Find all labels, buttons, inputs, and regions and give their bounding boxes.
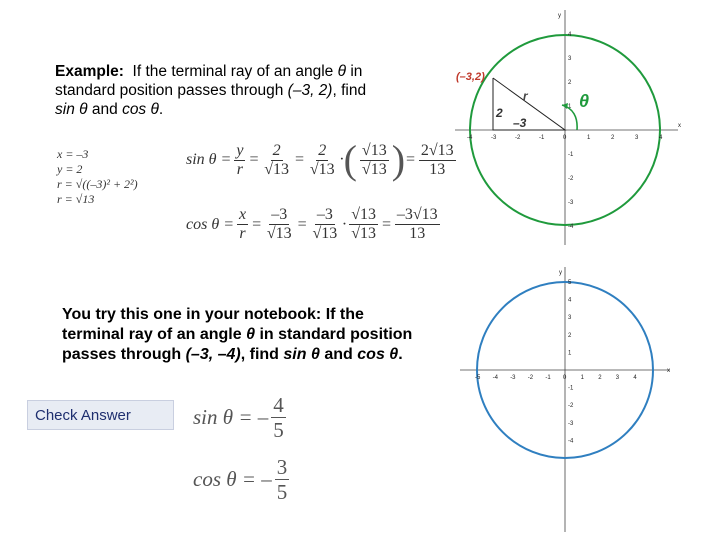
and-word: and [91, 101, 118, 118]
two-over-rt13 [262, 142, 291, 179]
graph2-y-tick: -1 [568, 385, 574, 392]
sin-lhs: sin θ = [186, 151, 232, 168]
right-paren: ) [391, 137, 406, 182]
step-x: x = –3 [57, 147, 89, 161]
frac-num: x [238, 206, 247, 223]
theta-symbol: θ [310, 346, 320, 363]
graph2-y-tick: 1 [568, 350, 572, 357]
graph2-x-tick: -1 [545, 375, 551, 381]
opposite-side-label: 2 [496, 106, 503, 120]
cos-word: cos [122, 101, 147, 118]
graph1-x-tick: 2 [611, 135, 615, 141]
graph1-point-label: (–3,2) [456, 71, 485, 83]
tryit-line3-mid: , find [240, 346, 279, 363]
answer-sin-fraction [271, 393, 286, 442]
neg3-over-rt13-b [310, 206, 339, 243]
adjacent-side-label: –3 [513, 116, 527, 130]
graph2-x-tick: 4 [633, 375, 637, 381]
frac-den: 5 [273, 418, 284, 442]
frac-den: √13 [266, 225, 292, 242]
graph1-x-tick: 3 [635, 135, 639, 141]
graph1-x-tick: 0 [563, 135, 567, 141]
frac-den: 13 [409, 225, 426, 242]
example-line1: If the terminal ray of an angle [132, 63, 334, 80]
equals-sign: = [381, 215, 392, 233]
answer-cos [193, 455, 292, 504]
tryit-unit-graph [455, 262, 685, 537]
tryit-line3: passes through [62, 346, 182, 363]
graph1-y-label: y [558, 13, 561, 19]
frac-num: y [236, 141, 244, 159]
dot-sign: · [342, 215, 347, 233]
rt13-over-rt13 [349, 206, 378, 243]
x-over-r [237, 206, 248, 243]
left-paren: ( [343, 137, 357, 182]
example-prompt [55, 62, 435, 119]
graph2-x-tick: 3 [615, 375, 620, 381]
tryit-line2-end: in standard position [259, 326, 413, 343]
example-label: Example: [55, 63, 124, 80]
work-steps [57, 147, 138, 207]
period: . [398, 346, 403, 363]
graph2-x-label: x [667, 368, 670, 374]
sin-word: sin [55, 101, 75, 118]
reference-triangle [493, 78, 565, 130]
angle-arc [562, 105, 577, 130]
theta-symbol: θ [337, 63, 347, 80]
graph1-x-tick: -2 [515, 135, 521, 141]
sin-equation [186, 137, 459, 182]
graph2-y-tick: -4 [568, 438, 574, 445]
graph1-y-tick: 2 [568, 80, 572, 86]
graph1-x-tick: -4 [467, 135, 473, 141]
graph1-y-tick: -1 [568, 152, 574, 158]
y-over-r [234, 142, 245, 179]
step-r-formula: r = √((–3)² + 2²) [57, 177, 138, 191]
equals-sign: = [251, 215, 262, 233]
period: . [158, 101, 164, 118]
frac-den: √13 [309, 160, 335, 178]
sin-word: sin [283, 346, 307, 363]
theta-angle-label: θ [579, 91, 590, 111]
graph2-x-tick: -5 [475, 375, 481, 381]
graph1-x-tick: 4 [659, 135, 663, 141]
check-answer-button[interactable]: Check Answer [27, 400, 174, 430]
graph2-tick-labels [475, 280, 637, 444]
example-line2: standard position passes through [55, 82, 284, 99]
frac-den: 13 [429, 160, 446, 178]
frac-den: √13 [351, 225, 377, 242]
neg3-over-rt13 [265, 206, 294, 243]
theta-symbol: θ [246, 326, 255, 343]
rt13-over-rt13 [360, 142, 389, 179]
frac-den: √13 [312, 225, 338, 242]
graph1-x-tick: 1 [587, 135, 591, 141]
frac-den: √13 [361, 160, 387, 178]
frac-num: √13 [351, 206, 377, 223]
and-word: and [324, 346, 353, 363]
graph2-x-tick: 0 [563, 375, 567, 381]
frac-num: 2 [318, 141, 327, 159]
frac-num: 3 [276, 455, 288, 479]
graph2-y-tick: 2 [568, 332, 572, 339]
theta-symbol: θ [389, 346, 399, 363]
graph1-y-tick: -4 [568, 224, 574, 230]
graph2-y-label: y [559, 270, 562, 276]
answer-cos-lhs: cos θ = – [193, 467, 272, 491]
graph2-y-tick: 3 [568, 315, 572, 322]
graph1-y-tick: -3 [568, 200, 574, 206]
graph1-x-tick: -1 [539, 135, 545, 141]
frac-num: 2 [272, 141, 281, 159]
frac-den: √13 [264, 160, 290, 178]
frac-den: 5 [276, 480, 288, 504]
frac-num: –3√13 [396, 206, 438, 223]
answer-cos-fraction [275, 455, 290, 504]
frac-num: √13 [361, 141, 387, 159]
graph1-y-tick: 3 [568, 56, 572, 62]
tryit-point: (–3, –4) [185, 346, 241, 363]
equals-sign: = [296, 215, 308, 233]
frac-num: 2√13 [420, 141, 454, 159]
graph2-x-tick: -4 [492, 375, 498, 381]
example-line2-end: , find [332, 82, 367, 99]
frac-num: –3 [271, 206, 288, 223]
graph2-y-tick: 4 [568, 297, 572, 304]
equals-sign: = [294, 151, 305, 168]
graph2-x-tick: -3 [510, 375, 516, 381]
graph2-x-tick: -2 [527, 375, 534, 381]
theta-symbol: θ [150, 101, 159, 118]
dot-sign: · [339, 151, 344, 168]
example-line1-end: in [350, 63, 363, 80]
frac-den: r [236, 160, 243, 178]
frac-num: 4 [273, 393, 284, 417]
equals-sign: = [405, 151, 416, 168]
graph1-y-tick: -2 [568, 176, 574, 182]
graph2-y-tick: -3 [568, 420, 574, 427]
equals-sign: = [248, 151, 260, 168]
answer-sin [193, 393, 289, 442]
graph1-x-label: x [678, 123, 681, 129]
tryit-line2: terminal ray of an angle [62, 326, 242, 343]
cos-lhs: cos θ = [186, 215, 234, 233]
example-point: (–3, 2) [287, 82, 333, 99]
cos-result [395, 206, 440, 243]
graph1-y-tick: 1 [568, 104, 572, 110]
step-r-value: r = √13 [57, 192, 95, 206]
cos-equation [186, 206, 443, 243]
graph2-x-tick: 1 [580, 375, 584, 381]
frac-den: r [239, 225, 246, 242]
graph2-x-tick: 2 [598, 375, 602, 381]
theta-symbol: θ [79, 101, 88, 118]
step-y: y = 2 [57, 162, 83, 176]
frac-num: –3 [316, 206, 333, 223]
graph2-y-tick: -2 [568, 403, 574, 410]
cos-word: cos [357, 346, 385, 363]
r-label: r [523, 89, 528, 103]
example-unit-graph [450, 5, 690, 250]
graph1-y-tick: 4 [568, 32, 572, 38]
graph1-x-tick: -3 [491, 135, 497, 141]
graph2-y-tick: 5 [568, 280, 572, 286]
two-over-rt13-b [308, 142, 337, 179]
answer-sin-lhs: sin θ = – [193, 405, 269, 429]
tryit-prompt [62, 305, 442, 365]
tryit-line1: You try this one in your notebook: If the [62, 306, 364, 323]
